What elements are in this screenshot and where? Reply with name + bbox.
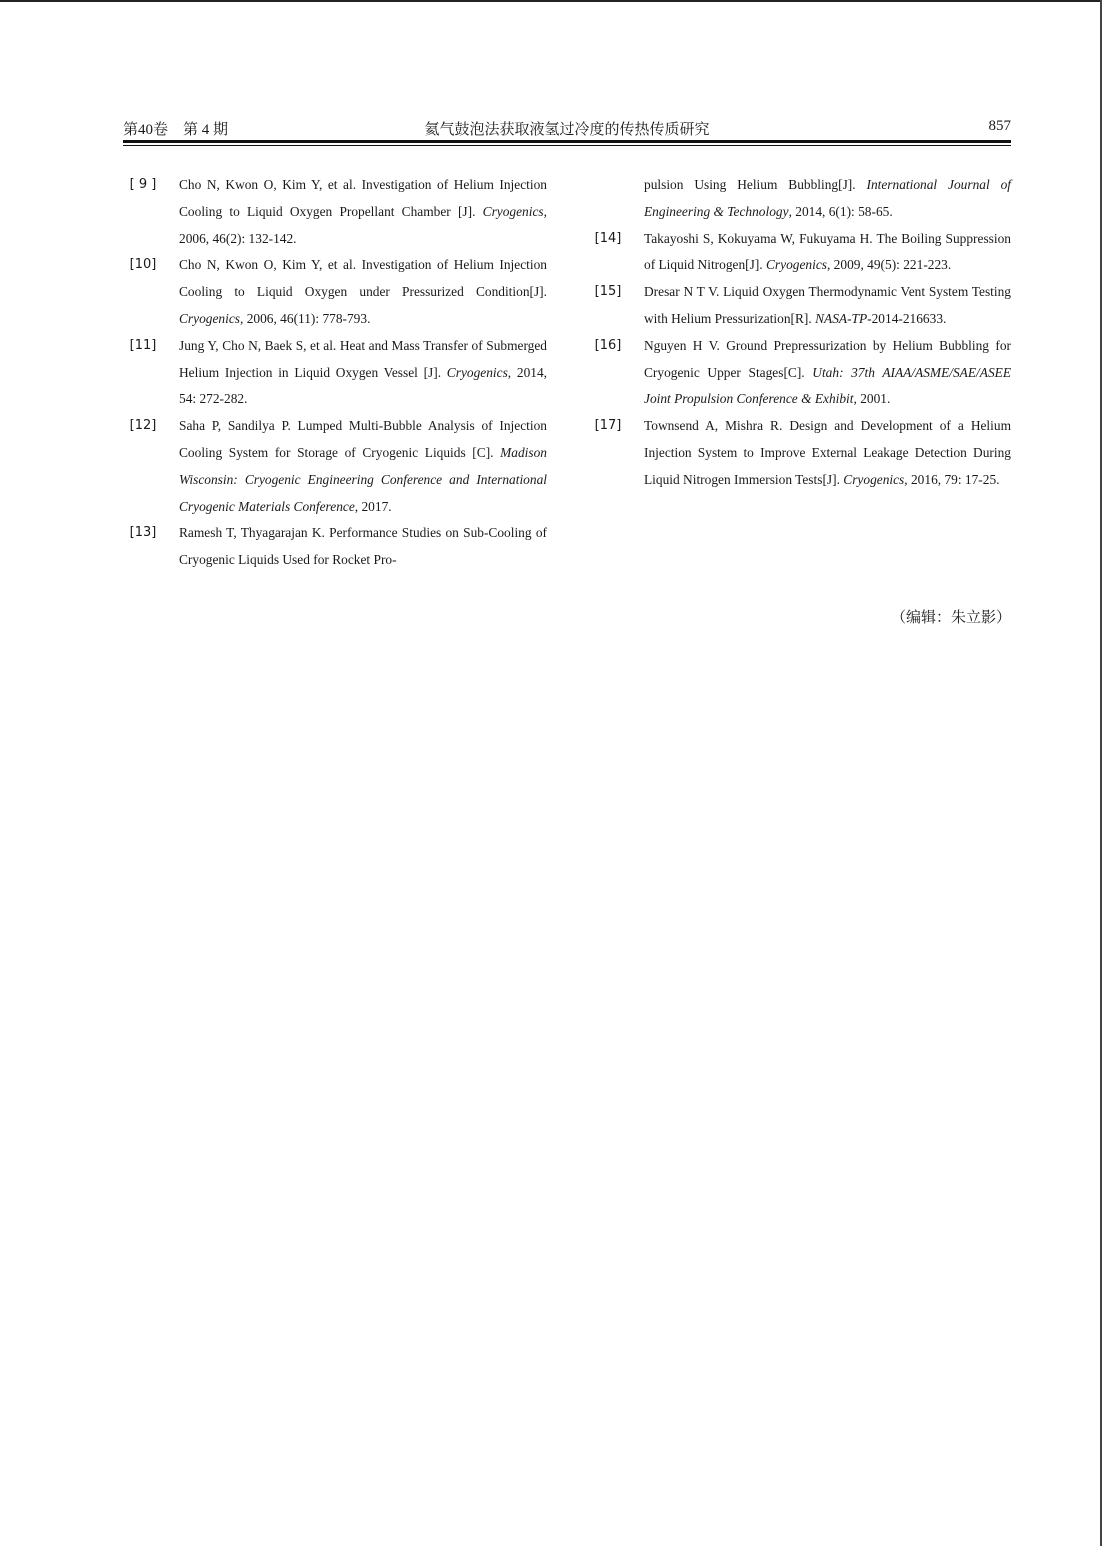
running-header (123, 116, 1011, 140)
references-left-column (123, 172, 547, 574)
reference-item (123, 413, 547, 520)
reference-item (588, 279, 1011, 333)
article-title: 氦气鼓泡法获取液氢过冷度的传热传质研究 (424, 122, 710, 138)
reference-number: [16] (594, 337, 622, 353)
reference-number: [13] (129, 525, 157, 541)
reference-source: Cryogenics (446, 364, 508, 380)
reference-source: International Journal of Engineering & Technology (644, 177, 1012, 219)
reference-text: Ramesh T, Thyagarajan K. Performance Studies on Sub-Cooling of Cryogenic Liquids Used for Rocket Pro- (179, 525, 547, 568)
reference-number: [11] (129, 337, 157, 353)
reference-text: Cho N, Kwon O, Kim Y, et al. Investigation of Helium Injection Cooling to Liquid Oxygen Propellant Chamber [J]. (179, 177, 547, 219)
top-border (0, 0, 1102, 2)
page-number: 857 (988, 118, 1011, 134)
reference-item (588, 413, 1011, 493)
reference-item (123, 172, 547, 252)
reference-source: Cryogenics (179, 310, 240, 326)
reference-number: [12] (129, 418, 157, 434)
reference-details: , 2017. (354, 498, 392, 514)
reference-item (588, 333, 1011, 413)
header-rule-thick (123, 140, 1011, 143)
reference-item (588, 226, 1011, 280)
reference-source: NASA-TP- (815, 310, 872, 326)
reference-text: Saha P, Sandilya P. Lumped Multi-Bubble Analysis of Injection Cooling System for Storage of Cryogenic Liquids [C]. (179, 418, 547, 460)
reference-text: Townsend A, Mishra R. Design and Development of a Helium Injection System to Improve External Leakage Detection During Liquid Nitrogen Immersion Tests[J]. (644, 418, 1011, 487)
reference-details: , 2006, 46(2): 132-142. (179, 203, 547, 246)
reference-text: pulsion Using Helium Bubbling[J]. (644, 177, 867, 192)
header-rule-thin (123, 145, 1011, 146)
reference-details: , 2014, 6(1): 58-65. (788, 203, 893, 219)
reference-details: , 2009, 49(5): 221-223. (826, 257, 952, 273)
reference-details: , 2001. (853, 391, 891, 407)
reference-details: , 2014, 54: 272-282. (179, 364, 547, 407)
volume-issue: 第40卷 第 4 期 (123, 122, 229, 138)
reference-text: Takayoshi S, Kokuyama W, Fukuyama H. The Boiling Suppression of Liquid Nitrogen[J]. (644, 230, 1011, 273)
reference-details: , 2016, 79: 17-25. (904, 471, 1000, 487)
reference-item (588, 172, 1011, 226)
reference-item (123, 252, 547, 332)
editor-note: （编辑：朱立影） (890, 610, 1011, 626)
references-right-column (588, 172, 1011, 494)
reference-item (123, 333, 547, 413)
reference-text: Cho N, Kwon O, Kim Y, et al. Investigation of Helium Injection Cooling to Liquid Oxygen under Pressurized Condition[J]. (179, 257, 547, 300)
reference-text: Jung Y, Cho N, Baek S, et al. Heat and Mass Transfer of Submerged Helium Injection in Liquid Oxygen Vessel [J]. (179, 337, 547, 380)
reference-text: Dresar N T V. Liquid Oxygen Thermodynamic Vent System Testing with Helium Pressurization[R]. (644, 284, 1011, 326)
reference-details: 2014-216633. (871, 310, 947, 326)
reference-text: Nguyen H V. Ground Prepressurization by Helium Bubbling for Cryogenic Upper Stages[C]. (644, 337, 1011, 380)
reference-source: Madison Wisconsin: Cryogenic Engineering Conference and International Cryogenic Materials Conference (179, 444, 547, 514)
reference-source: Cryogenics (765, 257, 827, 273)
reference-source: Cryogenics (843, 471, 905, 487)
reference-item (123, 520, 547, 574)
reference-number: [14] (594, 230, 622, 246)
reference-number: [10] (129, 257, 157, 273)
reference-source: Cryogenics (482, 203, 544, 219)
reference-details: , 2006, 46(11): 778-793. (240, 310, 371, 326)
reference-number: [17] (594, 418, 622, 434)
reference-number: [ 9 ] (129, 177, 157, 192)
reference-number: [15] (594, 284, 622, 300)
reference-source: Utah: 37th AIAA/ASME/SAE/ASEE Joint Propulsion Conference & Exhibit (644, 364, 1011, 407)
